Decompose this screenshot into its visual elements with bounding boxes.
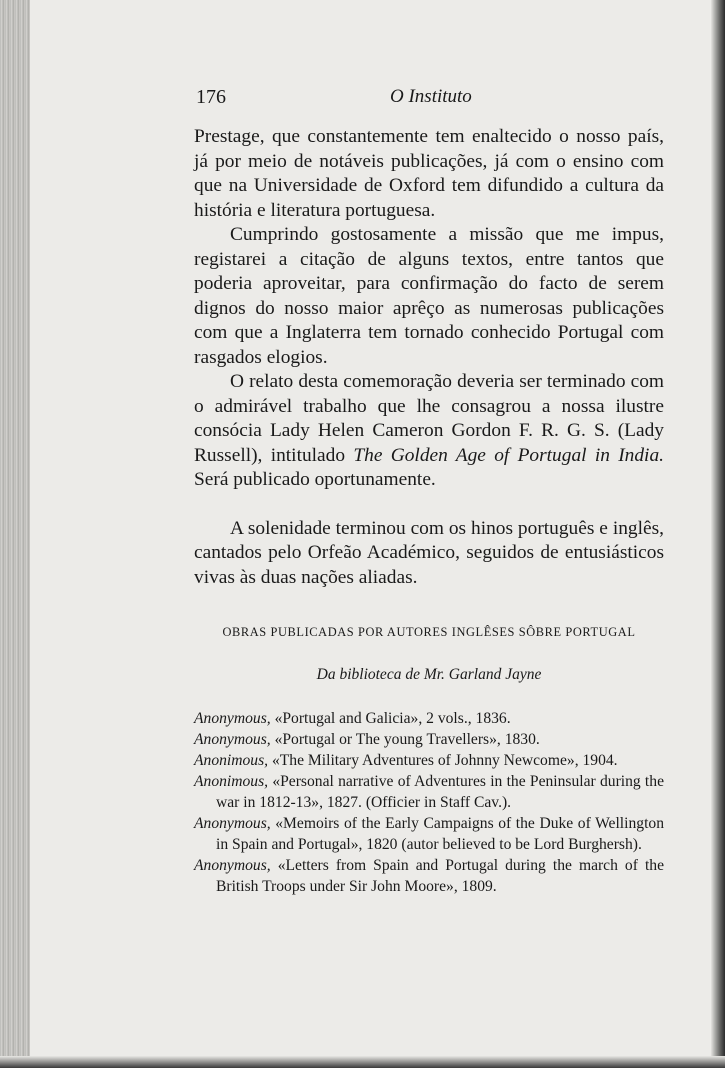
reference-text: «Portugal or The young Travellers», 1830. bbox=[270, 731, 540, 748]
reference-author: Anonimous, bbox=[194, 752, 269, 769]
reference-author: Anonymous, bbox=[194, 731, 271, 748]
reference-item bbox=[194, 750, 664, 771]
reference-author: Anonymous, bbox=[194, 815, 271, 832]
reference-text: «Letters from Spain and Portugal during the march of the British Troops under Sir John Moore», 1809. bbox=[216, 857, 664, 895]
reference-author: Anonimous, bbox=[194, 773, 269, 790]
paragraph-3 bbox=[194, 370, 664, 493]
paragraph-3-ending: Será publicado oportunamente. bbox=[194, 469, 436, 490]
paragraph-1: Prestage, que constantemente tem enaltecido o nosso país, já por meio de notáveis publicações, já com o ensino com que na Universidade de Oxford tem difundido a cultura da história e literatura portuguesa. bbox=[194, 126, 664, 221]
reference-item bbox=[194, 855, 664, 897]
page-spine-edge bbox=[0, 0, 30, 1068]
reference-text: «Memoirs of the Early Campaigns of the Duke of Wellington in Spain and Portugal», 1820 (autor believed to be Lord Burghersh). bbox=[216, 815, 664, 853]
reference-item bbox=[194, 813, 664, 855]
paragraph-4: A solenidade terminou com os hinos português e inglês, cantados pelo Orfeão Académico, seguidos de entusiásticos vivas às duas nações aliadas. bbox=[194, 517, 664, 588]
page-right-edge bbox=[711, 0, 725, 1068]
reference-author: Anonymous, bbox=[194, 710, 271, 727]
reference-author: Anonymous, bbox=[194, 857, 271, 874]
section-heading: OBRAS PUBLICADAS POR AUTORES INGLÊSES SÔBRE PORTUGAL bbox=[222, 625, 636, 639]
page-number: 176 bbox=[196, 86, 226, 108]
reference-item bbox=[194, 708, 664, 729]
reference-item bbox=[194, 771, 664, 813]
library-subheading: Da biblioteca de Mr. Garland Jayne bbox=[316, 666, 542, 683]
reference-text: «Portugal and Galicia», 2 vols., 1836. bbox=[270, 710, 511, 727]
reference-list bbox=[194, 708, 664, 897]
reference-text: «The Military Adventures of Johnny Newcome», 1904. bbox=[268, 752, 618, 769]
book-title: The Golden Age of Portugal in India. bbox=[353, 444, 664, 466]
page-bottom-edge bbox=[0, 1056, 725, 1068]
reference-item bbox=[194, 729, 664, 750]
paragraph-2: Cumprindo gostosamente a missão que me impus, registarei a citação de alguns textos, entre tantos que poderia aproveitar, para confirmação do facto de serem dignos do nosso maior aprêço as numerosas publicações com que a Inglaterra tem tornado conhecido Portugal com rasgados elogios. bbox=[194, 224, 664, 368]
paragraph-3-text: O relato desta comemoração deveria ser terminado com o admirável trabalho que lhe consagrou a nossa ilustre consócia Lady Helen Cameron Gordon F. R. G. S. (Lady Russell), intitulado bbox=[194, 371, 664, 466]
page-header bbox=[196, 86, 662, 116]
running-title: O Instituto bbox=[390, 86, 472, 107]
reference-text: «Personal narrative of Adventures in the Peninsular during the war in 1812-13», 1827. (Officier in Staff Cav.). bbox=[216, 773, 664, 811]
body-text bbox=[194, 125, 664, 590]
